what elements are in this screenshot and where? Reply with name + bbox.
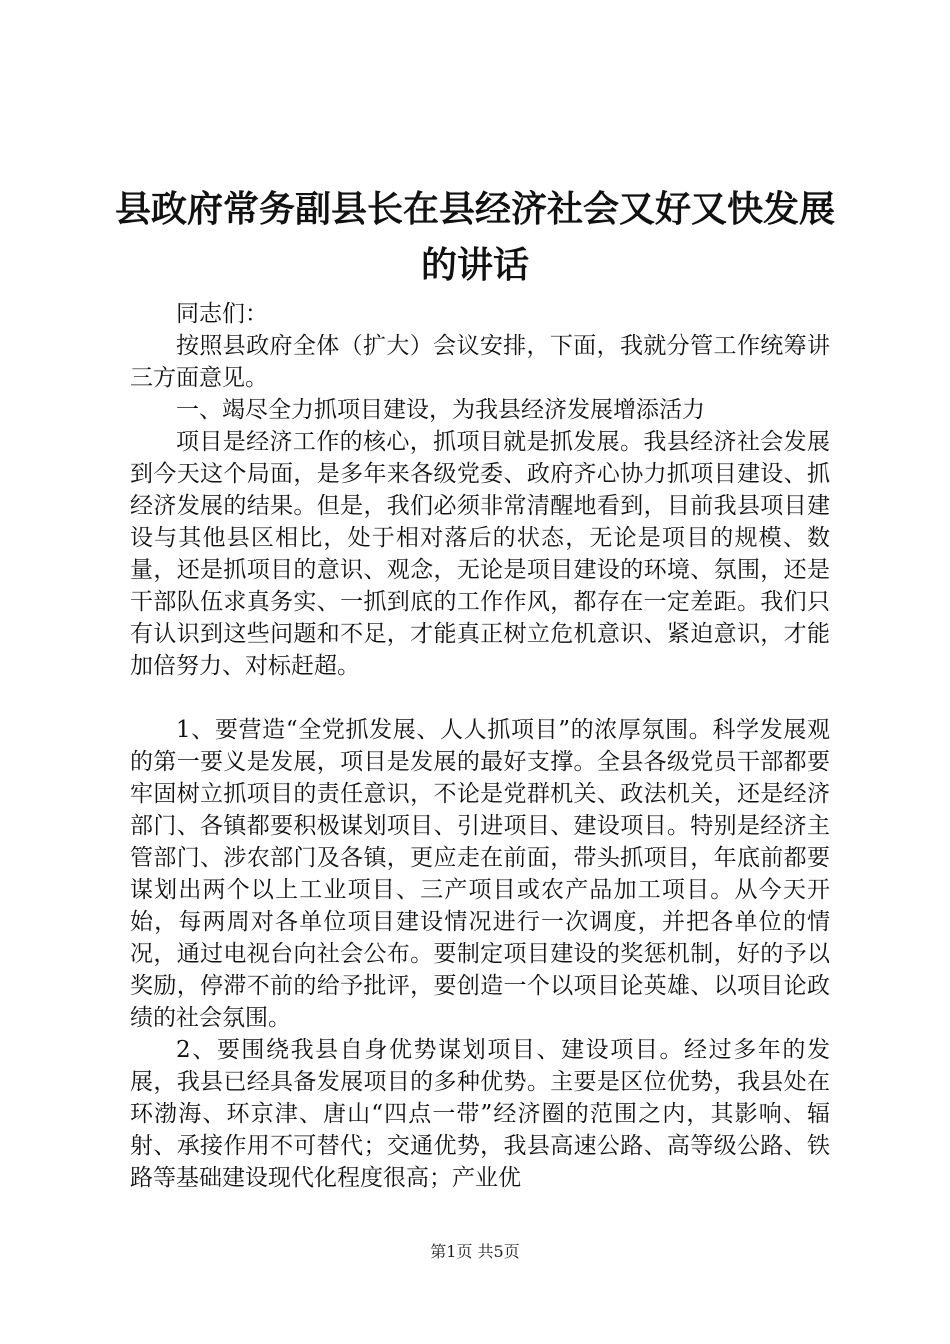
paragraph-project-core: 项目是经济工作的核心，抓项目就是抓发展。我县经济社会发展到今天这个局面，是多年来各级党委、政府齐心协力抓项目建设、抓经济发展的结果。但是，我们必须非常清醒地看到，目前我县项目建设与其他县区相比，处于相对落后的状态，无论是项目的规模、数量，还是抓项目的意识、观念，无论是项目建设的环境、氛围，还是干部队伍求真务实、一抓到底的工作作风，都存在一定差距。我们只有认识到这些问题和不足，才能真正树立危机意识、紧迫意识，才能加倍努力、对标赶超。 <box>130 429 830 679</box>
section-heading-1: 一、竭尽全力抓项目建设，为我县经济发展增添活力 <box>176 397 705 423</box>
paragraph-item-2: 2、要围绕我县自身优势谋划项目、建设项目。经过多年的发展，我县已经具备发展项目的多种优势。主要是区位优势，我县处在环渤海、环京津、唐山“四点一带”经济圈的范围之内，其影响、辐射、承接作用不可替代；交通优势，我县高速公路、高等级公路、铁路等基础建设现代化程度很高；产业优 <box>130 1037 830 1191</box>
page-title-line-1: 县政府常务副县长在县经济社会又好又快发展 <box>114 189 835 230</box>
page-number-footer: 第1页 共5页 <box>430 1242 520 1261</box>
paragraph-item-1: 1、要营造“全党抓发展、人人抓项目”的浓厚氛围。科学发展观的第一要义是发展，项目是发展的最好支撑。全县各级党员干部都要牢固树立抓项目的责任意识，不论是党群机关、政法机关，还是经济部门、各镇都要积极谋划项目、引进项目、建设项目。特别是经济主管部门、涉农部门及各镇，更应走在前面，带头抓项目，年底前都要谋划出两个以上工业项目、三产项目或农产品加工项目。从今天开始，每两周对各单位项目建设情况进行一次调度，并把各单位的情况，通过电视台向社会公布。要制定项目建设的奖惩机制，好的予以奖励，停滞不前的给予批评，要创造一个以项目论英雄、以项目论政绩的社会氛围。 <box>130 717 830 1031</box>
greeting: 同志们： <box>176 301 268 327</box>
paragraph-intro: 按照县政府全体（扩大）会议安排，下面，我就分管工作统筹讲三方面意见。 <box>130 333 830 391</box>
document-body <box>130 298 830 1194</box>
page-title-line-2: 的讲话 <box>420 245 529 286</box>
